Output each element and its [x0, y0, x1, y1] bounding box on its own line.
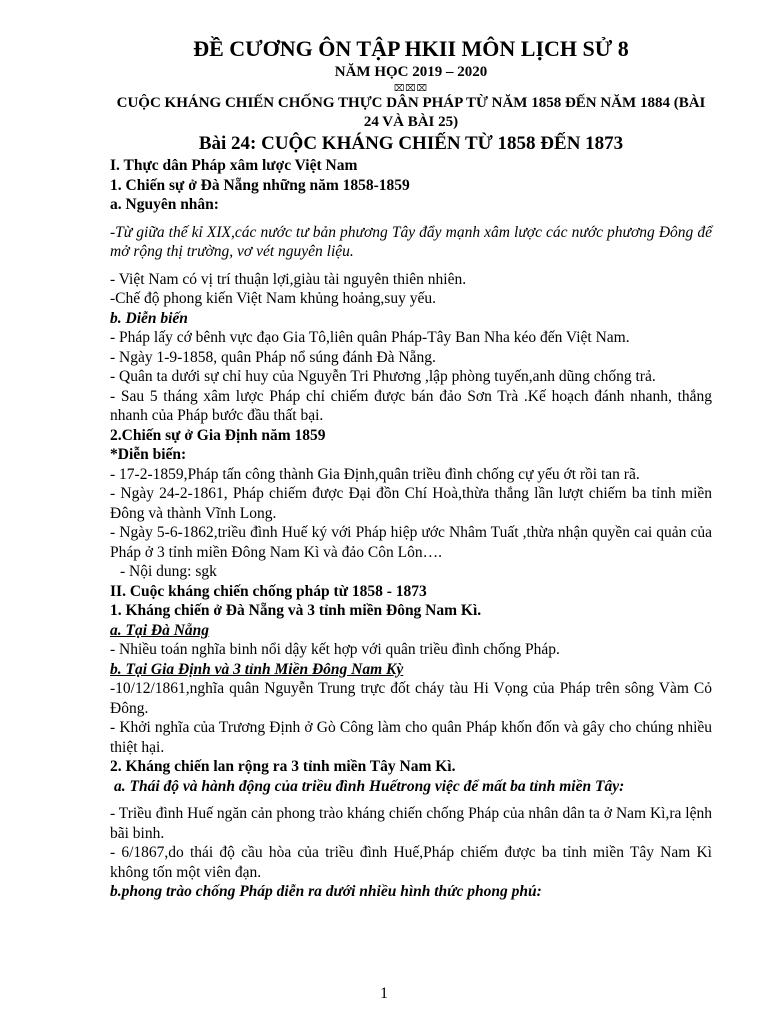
- paragraph: - Pháp lấy cớ bênh vực đạo Gia Tô,liên quân Pháp-Tây Ban Nha kéo đến Việt Nam.: [110, 329, 630, 346]
- paragraph: - Triều đình Huế ngăn cản phong trào kháng chiến chống Pháp của nhân dân ta ở Nam Kì,ra lệnh bãi binh.: [110, 805, 712, 842]
- paragraph: - Khởi nghĩa của Trương Định ở Gò Công làm cho quân Pháp khốn đốn và gây cho chúng nhiều thiệt hại.: [110, 719, 712, 756]
- subheading-movement-forms: b.phong trào chống Pháp diễn ra dưới nhiều hình thức phong phú:: [110, 883, 542, 900]
- paragraph: - Ngày 1-9-1858, quân Pháp nổ súng đánh Đà Nẵng.: [110, 348, 436, 366]
- paragraph: - Việt Nam có vị trí thuận lợi,giàu tài nguyên thiên nhiên.: [110, 270, 467, 288]
- paragraph: -10/12/1861,nghĩa quân Nguyễn Trung trực đốt cháy tàu Hi Vọng của Pháp trên sông Vàm Cỏ Đông.: [110, 680, 712, 717]
- document-title: ĐỀ CƯƠNG ÔN TẬP HKII MÔN LỊCH SỬ 8: [193, 36, 629, 61]
- paragraph: - Ngày 24-2-1861, Pháp chiếm được Đại đồn Chí Hoà,thừa thắng lần lượt chiếm ba tỉnh miền Đông và thành Vĩnh Long.: [110, 485, 712, 522]
- subheading-events: b. Diễn biến: [110, 309, 188, 327]
- document-content: [110, 36, 712, 902]
- subheading-cause: a. Nguyên nhân:: [110, 196, 219, 213]
- page-number: 1: [380, 985, 388, 1002]
- paragraph: - Nhiều toán nghĩa binh nổi dậy kết hợp với quân triều đình chống Pháp.: [110, 641, 560, 658]
- subsection-heading: 1. Kháng chiến ở Đà Nẵng và 3 tỉnh miền Đông Nam Kì.: [110, 602, 482, 619]
- subheading-court-attitude: a. Thái độ và hành động của triều đình Huếtrong việc để mất ba tỉnh miền Tây:: [114, 777, 625, 795]
- section-heading: II. Cuộc kháng chiến chống pháp từ 1858 - 1873: [110, 582, 427, 600]
- paragraph: -Từ giữa thế kỉ XIX,các nước tư bản phương Tây đẩy mạnh xâm lược các nước phương Đông để mở rộng thị trường, vơ vét nguyên liệu.: [110, 223, 712, 260]
- paragraph: - 6/1867,do thái độ cầu hòa của triều đình Huế,Pháp chiếm được ba tỉnh miền Tây Nam Kì không tốn một viên đạn.: [110, 844, 712, 881]
- subsection-heading: 2. Kháng chiến lan rộng ra 3 tỉnh miền Tây Nam Kì.: [110, 758, 456, 775]
- subsection-heading: 1. Chiến sự ở Đà Nẵng những năm 1858-1859: [110, 176, 410, 194]
- paragraph: - Ngày 5-6-1862,triều đình Huế ký với Pháp hiệp ước Nhâm Tuất ,thừa nhận quyền cai quản của Pháp ở 3 tỉnh miền Đông Nam Kì và đảo Côn Lôn….: [110, 524, 712, 561]
- paragraph: - Nội dung: sgk: [120, 563, 217, 580]
- paragraph: - Sau 5 tháng xâm lược Pháp chỉ chiếm được bán đảo Sơn Trà .Kế hoạch đánh nhanh, thắng nhanh của Pháp bước đầu thất bại.: [110, 387, 712, 424]
- subsection-heading: 2.Chiến sự ở Gia Định năm 1859: [110, 426, 326, 444]
- chapter-title: CUỘC KHÁNG CHIẾN CHỐNG THỰC DÂN PHÁP TỪ NĂM 1858 ĐẾN NĂM 1884 (BÀI 24 VÀ BÀI 25): [116, 95, 706, 130]
- subheading-da-nang: a. Tại Đà Nẵng: [110, 621, 210, 639]
- lesson-title: Bài 24: CUỘC KHÁNG CHIẾN TỪ 1858 ĐẾN 1873: [198, 133, 624, 154]
- section-heading: I. Thực dân Pháp xâm lược Việt Nam: [110, 157, 358, 174]
- subheading-events: *Diễn biến:: [110, 446, 187, 463]
- subheading-gia-dinh: b. Tại Gia Định và 3 tỉnh Miền Đông Nam Kỳ: [110, 660, 404, 678]
- paragraph: - 17-2-1859,Pháp tấn công thành Gia Định,quân triều đình chống cự yếu ớt rồi tan rã.: [110, 465, 640, 483]
- ornament-symbols: ⌧⌧⌧: [393, 83, 429, 93]
- school-year: NĂM HỌC 2019 – 2020: [334, 64, 488, 80]
- paragraph: -Chế độ phong kiến Việt Nam khủng hoảng,suy yếu.: [110, 290, 436, 307]
- paragraph: - Quân ta dưới sự chỉ huy của Nguyễn Tri Phương ,lập phòng tuyến,anh dũng chống trả.: [110, 368, 656, 385]
